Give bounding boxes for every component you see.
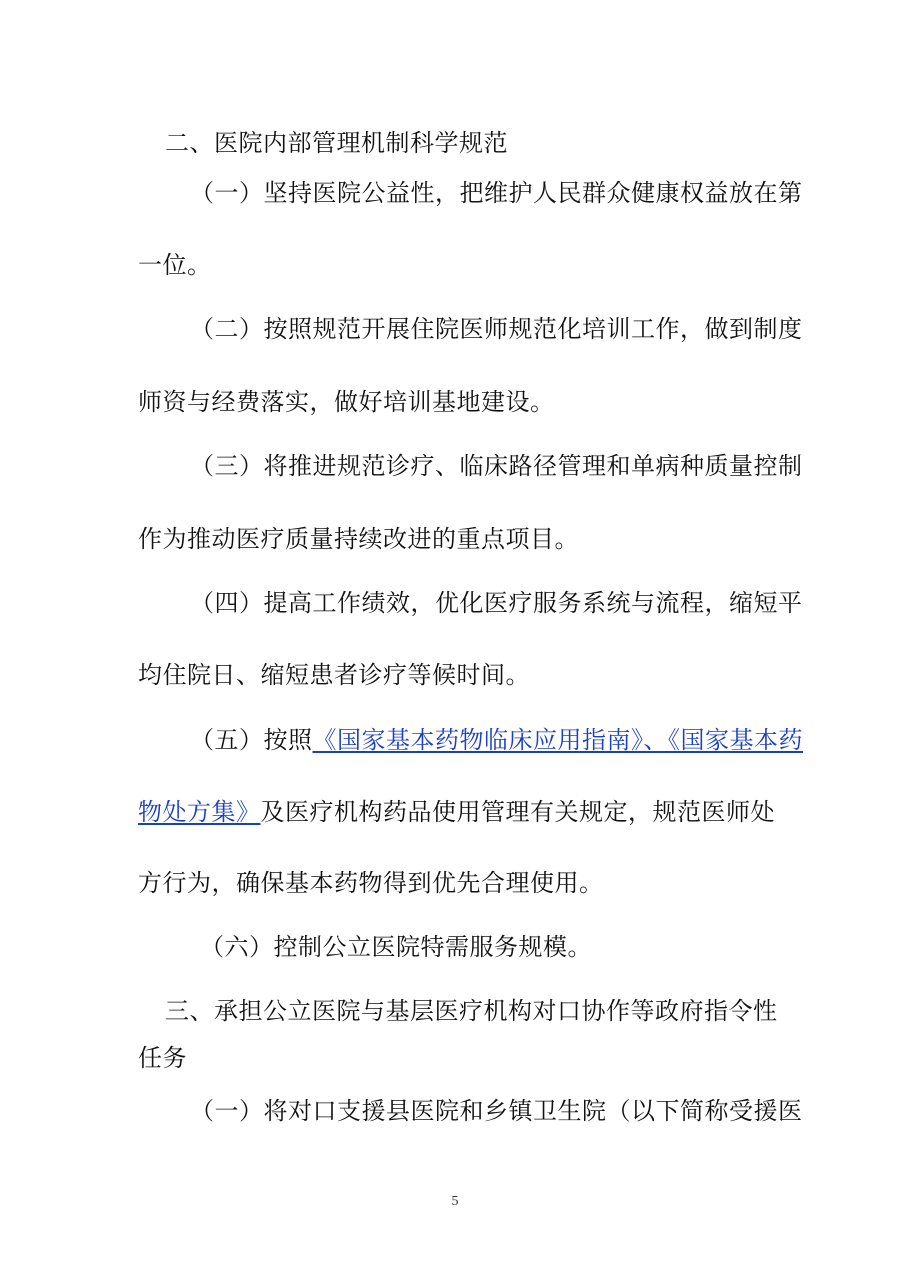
item-3-line-1: （三）将推进规范诊疗、临床路径管理和单病种质量控制 xyxy=(190,452,803,480)
item-5-prefix: （五）按照 xyxy=(190,726,313,754)
page-number: 5 xyxy=(451,1194,459,1209)
guide-link[interactable] xyxy=(313,726,804,754)
item-5-line-1 xyxy=(190,725,830,755)
section-3-heading-line-2: 任务 xyxy=(138,1044,187,1072)
item-6: （六）控制公立医院特需服务规模。 xyxy=(200,933,592,961)
item-5-line-2 xyxy=(138,797,778,827)
formulary-link[interactable] xyxy=(138,798,261,826)
item-3-line-2: 作为推动医疗质量持续改进的重点项目。 xyxy=(138,525,579,553)
guide-link-title: 《国家基本药物临床应用指南》 xyxy=(312,726,644,754)
item-1-line-2: 一位。 xyxy=(138,251,212,279)
section-2-heading: 二、医院内部管理机制科学规范 xyxy=(165,129,508,157)
formulary-link-title-part-2: 物处方集》 xyxy=(138,798,261,826)
item-5-line-3: 方行为，确保基本药物得到优先合理使用。 xyxy=(138,869,604,897)
item-1-line-1: （一）坚持医院公益性，把维护人民群众健康权益放在第 xyxy=(190,179,803,207)
item-5-suffix: 及医疗机构药品使用管理有关规定，规范医师处 xyxy=(260,798,775,826)
formulary-link-title-part-1: 《国家基本药 xyxy=(668,726,803,754)
item-4-line-2: 均住院日、缩短患者诊疗等候时间。 xyxy=(138,661,530,689)
section-3-item-1-line-1: （一）将对口支援县医院和乡镇卫生院（以下简称受援医 xyxy=(190,1097,803,1125)
item-2-line-1: （二）按照规范开展住院医师规范化培训工作，做到制度 xyxy=(190,315,803,343)
section-3-heading-line-1: 三、承担公立医院与基层医疗机构对口协作等政府指令性 xyxy=(165,997,778,1025)
guide-link-separator: 、 xyxy=(643,726,668,754)
item-2-line-2: 师资与经费落实，做好培训基地建设。 xyxy=(138,388,555,416)
item-4-line-1: （四）提高工作绩效，优化医疗服务系统与流程，缩短平 xyxy=(190,589,803,617)
